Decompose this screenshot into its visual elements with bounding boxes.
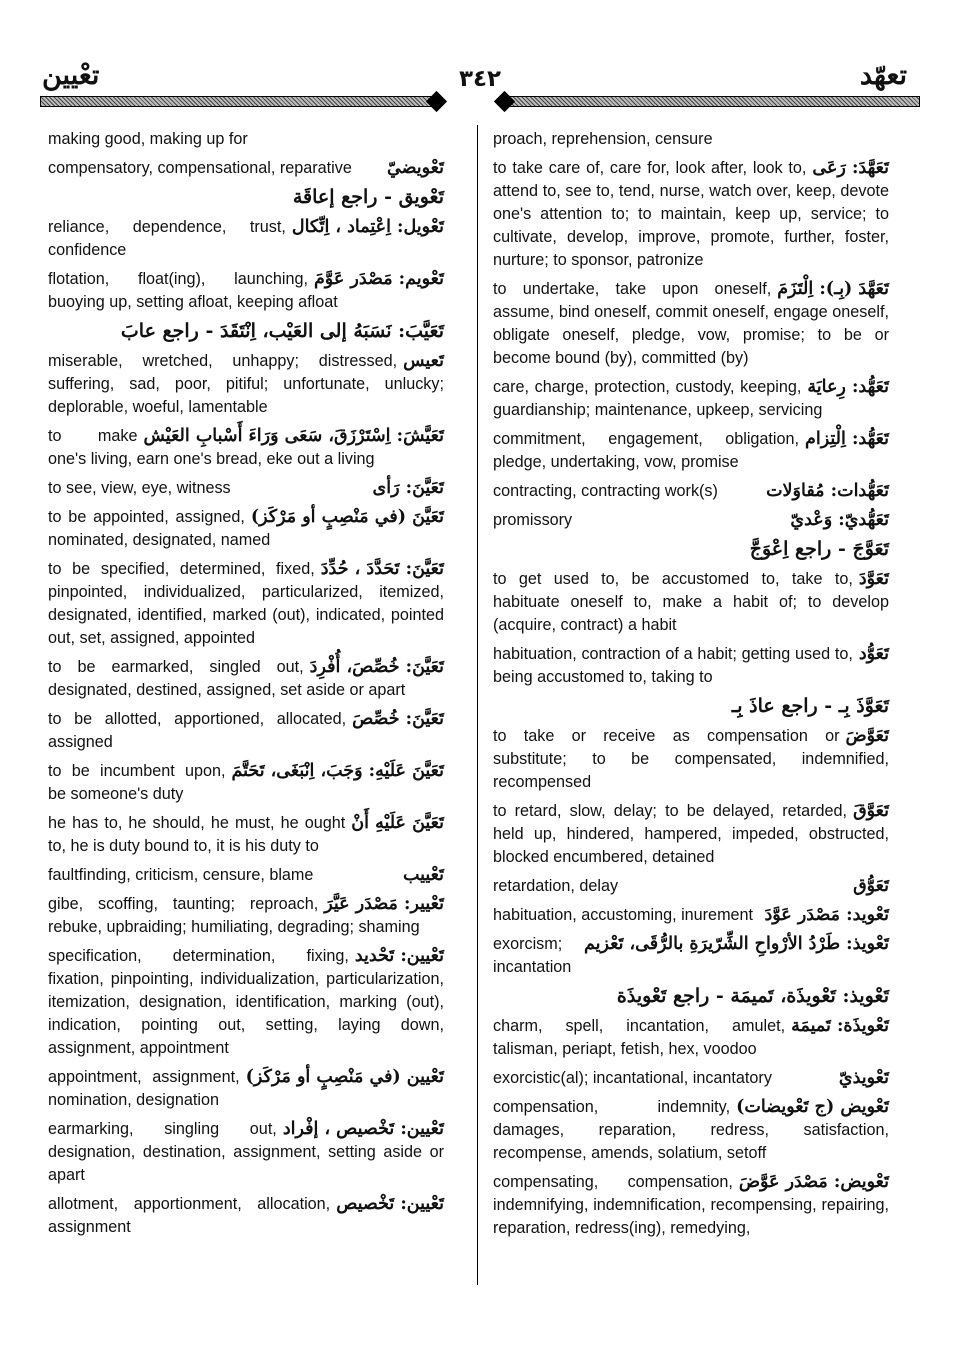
english-definition: compensation, indemnity, damages, reparation, redress, satisfaction, recompense, amends, solatium, setoff — [493, 1098, 889, 1162]
arabic-headword: تَعَهُّديّ: وَعْديّ — [790, 510, 889, 530]
arabic-headword: تَعْويذَة: تَميمَة — [791, 1016, 889, 1036]
dictionary-entry — [493, 875, 889, 898]
arabic-headword: تَعَهَّدَ (بِـ): اِلْتَزَمَ — [777, 279, 889, 299]
dictionary-entry — [48, 186, 444, 210]
arabic-headword: تَعَوَّضَ — [845, 726, 889, 746]
right-column — [493, 128, 889, 1246]
english-definition: to be specified, determined, fixed, pinpointed, individualized, particularized, itemized, designated, identified, marked (out), indicated, pointed out, set, assigned, appointed — [48, 560, 444, 647]
arabic-headword: تَعْويذ: تَعْويذَة، تَميمَة - راجع تَعْويذَة — [616, 985, 889, 1007]
english-definition: exorcism; incantation — [493, 935, 572, 976]
left-column — [48, 128, 444, 1245]
dictionary-entry — [48, 656, 444, 702]
arabic-headword: تَعَيَّنَ عَلَيْهِ أَنْ — [351, 813, 444, 833]
rule-diamond-left — [426, 91, 447, 112]
english-definition: miserable, wretched, unhappy; distressed, suffering, sad, poor, pitiful; unfortunate, unlucky; deplorable, woeful, lamentable — [48, 352, 444, 416]
arabic-headword: تَعْويم: مَصْدَر عَوَّمَ — [313, 269, 444, 289]
english-definition: commitment, engagement, obligation, pledge, undertaking, vow, promise — [493, 430, 800, 471]
english-definition: charm, spell, incantation, amulet, talisman, periapt, fetish, hex, voodoo — [493, 1017, 786, 1058]
english-definition: he has to, he should, he must, he ought to, he is duty bound to, it is his duty to — [48, 814, 346, 855]
dictionary-entry — [48, 1066, 444, 1112]
english-definition: retardation, delay — [493, 877, 619, 895]
dictionary-entry — [493, 725, 889, 794]
arabic-headword: تَعْويق - راجع إعاقَة — [292, 186, 444, 208]
english-definition: faultfinding, criticism, censure, blame — [48, 866, 314, 884]
dictionary-entry — [493, 904, 889, 927]
running-head-right: تعهّد — [859, 60, 907, 91]
arabic-headword: تَعْيين: تَخْصيص ، إفْراد — [282, 1119, 444, 1139]
english-definition: earmarking, singling out, designation, destination, assignment, setting aside or apart — [48, 1120, 444, 1184]
english-definition: habituation, contraction of a habit; getting used to, being accustomed to, taking to — [493, 645, 853, 686]
dictionary-entry — [48, 1193, 444, 1239]
arabic-headword: تَعْيين (في مَنْصِبٍ أو مَرْكَز) — [245, 1067, 444, 1087]
english-definition: to retard, slow, delay; to be delayed, retarded, held up, hindered, hampered, impeded, obstructed, blocked encumbered, detained — [493, 802, 889, 866]
dictionary-entry — [48, 893, 444, 939]
dictionary-entry — [493, 568, 889, 637]
arabic-headword: تَعْيير: مَصْدَر عَيَّرَ — [324, 894, 444, 914]
arabic-headword: تَعَيَّنَ (في مَنْصِبٍ أو مَرْكَز) — [250, 507, 444, 527]
arabic-headword: تَعَوَّجَ - راجع اِعْوَجَّ — [749, 538, 889, 560]
header-rule-left — [40, 96, 435, 107]
rule-diamond-right — [494, 91, 515, 112]
english-definition: gibe, scoffing, taunting; reproach, rebuke, upbraiding; humiliating, degrading; shaming — [48, 895, 420, 936]
column-divider — [477, 125, 478, 1285]
dictionary-entry — [48, 1118, 444, 1187]
arabic-headword: تَعَوَّدَ — [858, 569, 889, 589]
arabic-headword: تَعَهُّد: رِعايَة — [807, 377, 889, 397]
arabic-headword: تَعَيَّنَ عَلَيْهِ: وَجَبَ، اِنْبَغَى، تَحَتَّمَ — [231, 761, 444, 781]
arabic-headword: تَعْويض (ج تَعْويضات) — [736, 1097, 889, 1117]
dictionary-entry — [493, 1096, 889, 1165]
english-definition: appointment, assignment, nomination, designation — [48, 1068, 240, 1109]
dictionary-entry — [48, 268, 444, 314]
english-definition: proach, reprehension, censure — [493, 130, 713, 148]
english-definition: to make one's living, earn one's bread, eke out a living — [48, 427, 375, 468]
dictionary-entry — [493, 278, 889, 370]
english-definition: exorcistic(al); incantational, incantatory — [493, 1069, 772, 1087]
dictionary-entry — [493, 376, 889, 422]
english-definition: reliance, dependence, trust, confidence — [48, 218, 286, 259]
dictionary-entry — [493, 800, 889, 869]
dictionary-entry — [48, 350, 444, 419]
arabic-headword: تَعَهَّدَ: رَعَى — [812, 158, 889, 178]
dictionary-entry — [48, 558, 444, 650]
dictionary-entry — [493, 985, 889, 1009]
english-definition: to take care of, care for, look after, look to, attend to, see to, tend, nurse, watch over, keep, devote one's attention to; to maintain, keep up, service; to cultivate, develop, improve, promote, further, foster, nurture; to sponsor, patronize — [493, 159, 889, 269]
dictionary-entry — [48, 945, 444, 1060]
english-definition: making good, making up for — [48, 130, 248, 148]
english-definition: compensatory, compensational, reparative — [48, 159, 352, 177]
dictionary-entry — [48, 157, 444, 180]
english-definition: to be allotted, apportioned, allocated, assigned — [48, 710, 347, 751]
arabic-headword: تَعْويذيّ — [838, 1068, 889, 1088]
dictionary-entry — [493, 480, 889, 503]
arabic-headword: تَعَوَّذَ بِـ - راجع عاذَ بِـ — [731, 695, 889, 717]
dictionary-entry — [48, 506, 444, 552]
arabic-headword: تَعَوَّقَ — [853, 801, 889, 821]
dictionary-entry — [493, 1015, 889, 1061]
arabic-headword: تَعَيَّنَ: تَحَدَّدَ ، حُدِّدَ — [320, 559, 444, 579]
english-definition: to be earmarked, singled out, designated, destined, assigned, set aside or apart — [48, 658, 406, 699]
english-definition: contracting, contracting work(s) — [493, 482, 718, 500]
arabic-headword: تَعْويذ: طَرْدُ الأرْواحِ الشِّرّيرَةِ بالرُّقَى، تَعْزيم — [583, 934, 889, 954]
arabic-headword: تَعَيَّشَ: اِسْتَرْزَقَ، سَعَى وَرَاءَ أَسْبابِ العَيْش — [143, 426, 444, 446]
english-definition: habituation, accustoming, inurement — [493, 906, 754, 924]
dictionary-entry — [48, 760, 444, 806]
dictionary-entry — [493, 1171, 889, 1240]
dictionary-entry — [48, 477, 444, 500]
dictionary-entry — [493, 157, 889, 272]
dictionary-entry — [48, 216, 444, 262]
arabic-headword: تَعيس — [403, 351, 444, 371]
arabic-headword: تَعْويل: اِعْتِماد ، اِتِّكال — [291, 217, 444, 237]
english-definition: to be appointed, assigned, nominated, designated, named — [48, 508, 271, 549]
header-rule-right — [508, 96, 920, 107]
dictionary-entry — [48, 864, 444, 887]
english-definition: promissory — [493, 511, 573, 529]
arabic-headword: تَعَهُّدات: مُقاوَلات — [766, 481, 889, 501]
english-definition: to see, view, eye, witness — [48, 479, 231, 497]
dictionary-entry — [493, 538, 889, 562]
arabic-headword: تَعْويض: مَصْدَر عَوَّضَ — [738, 1172, 889, 1192]
running-head-left: تعْيين — [42, 60, 100, 91]
dictionary-entry — [48, 320, 444, 344]
arabic-headword: تَعَيَّنَ: خُصِّصَ، أُفْرِدَ — [309, 657, 444, 677]
arabic-headword: تَعَيَّنَ: رَأى — [372, 478, 444, 498]
arabic-headword: تَعْييب — [402, 865, 444, 885]
english-definition: care, charge, protection, custody, keeping, guardianship; maintenance, upkeep, servicing — [493, 378, 823, 419]
english-definition: to undertake, take upon oneself, assume, bind oneself, commit oneself, engage oneself, obligate oneself, pledge, vow, promise; to be or become bound (by), committed (by) — [493, 280, 889, 367]
arabic-headword: تَعَهُّد: اِلْتِزام — [805, 429, 889, 449]
arabic-headword: تَعْويد: مَصْدَر عَوَّدَ — [764, 905, 889, 925]
english-definition: allotment, apportionment, allocation, assignment — [48, 1195, 331, 1236]
english-definition: compensating, compensation, indemnifying, indemnification, recompensing, repairing, reparation, redress(ing), remedying, — [493, 1173, 889, 1237]
dictionary-entry — [48, 708, 444, 754]
arabic-headword: تَعْيين: تَحْديد — [354, 946, 444, 966]
english-definition: to get used to, be accustomed to, take to, habituate oneself to, make a habit of; to develop (acquire, contract) a habit — [493, 570, 889, 634]
dictionary-entry — [493, 933, 889, 979]
english-definition: flotation, float(ing), launching, buoying up, setting afloat, keeping afloat — [48, 270, 338, 311]
dictionary-entry — [493, 128, 889, 151]
dictionary-entry — [48, 128, 444, 151]
arabic-headword: تَعَوُّق — [853, 876, 889, 896]
english-definition: to be incumbent upon, be someone's duty — [48, 762, 226, 803]
arabic-headword: تَعَيَّبَ: نَسَبَهُ إلى العَيْب، اِنْتَقَدَ - راجع عابَ — [120, 320, 444, 342]
page-number: ٣٤٢ — [458, 66, 502, 92]
arabic-headword: تَعْويضيّ — [387, 158, 444, 178]
arabic-headword: تَعَوُّد — [858, 644, 889, 664]
dictionary-entry — [493, 695, 889, 719]
dictionary-entry — [493, 643, 889, 689]
dictionary-entry — [48, 425, 444, 471]
english-definition: to take or receive as compensation or substitute; to be compensated, indemnified, recompensed — [493, 727, 889, 791]
dictionary-entry — [493, 509, 889, 532]
arabic-headword: تَعْيين: تَخْصيص — [336, 1194, 444, 1214]
dictionary-entry — [48, 812, 444, 858]
dictionary-entry — [493, 428, 889, 474]
dictionary-entry — [493, 1067, 889, 1090]
english-definition: specification, determination, fixing, fixation, pinpointing, individualization, particularization, itemization, designation, identification, marking (out), indication, pointing out, setting, laying down, assignment, appointment — [48, 947, 444, 1057]
arabic-headword: تَعَيَّنَ: خُصِّصَ — [352, 709, 444, 729]
